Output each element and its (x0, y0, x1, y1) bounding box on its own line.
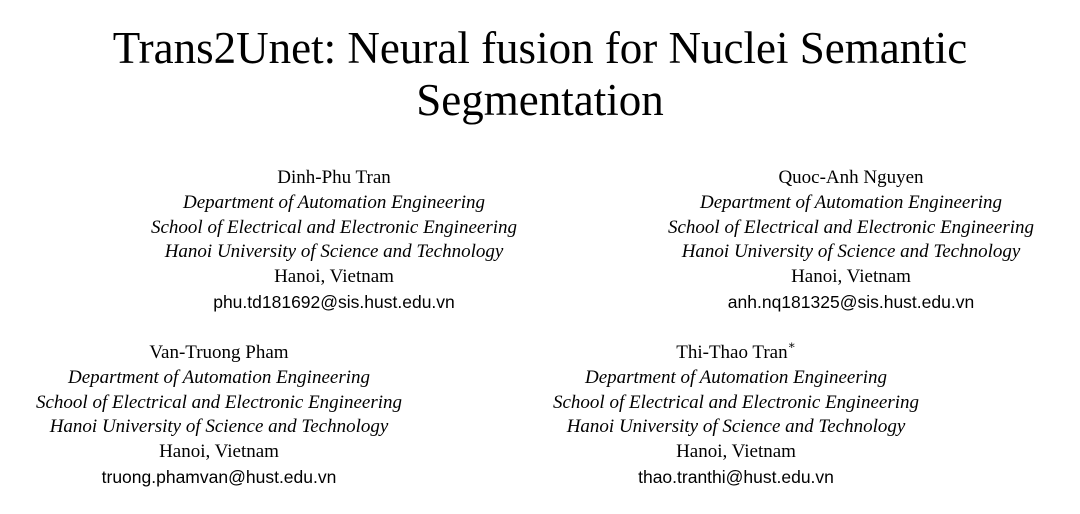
author-location: Hanoi, Vietnam (274, 266, 394, 288)
author-school: School of Electrical and Electronic Engineering (150, 216, 517, 238)
author-location: Hanoi, Vietnam (791, 266, 911, 288)
author-block-1 (94, 166, 574, 315)
paper-title-line-2: Segmentation (416, 75, 664, 125)
author-name: Thi-Thao Tran∗ (676, 337, 796, 363)
author-name: Quoc-Anh Nguyen (778, 167, 924, 188)
author-university: Hanoi University of Science and Technology (681, 241, 1021, 263)
paper-title-line-1: Trans2Unet: Neural fusion for Nuclei Semantic (112, 23, 968, 73)
author-email: thao.tranthi@hust.edu.vn (638, 466, 834, 487)
author-location: Hanoi, Vietnam (676, 441, 796, 463)
author-department: Department of Automation Engineering (182, 191, 486, 213)
corresponding-author-marker: ∗ (787, 337, 796, 352)
author-name: Van-Truong Pham (149, 342, 289, 363)
author-email: truong.phamvan@hust.edu.vn (101, 466, 337, 487)
author-block-4 (496, 337, 976, 490)
author-department: Department of Automation Engineering (699, 191, 1003, 213)
author-department: Department of Automation Engineering (67, 366, 371, 388)
author-email: anh.nq181325@sis.hust.edu.vn (727, 291, 975, 312)
author-location: Hanoi, Vietnam (159, 441, 279, 463)
author-block-3 (0, 341, 459, 490)
author-department: Department of Automation Engineering (584, 366, 888, 388)
author-school: School of Electrical and Electronic Engineering (667, 216, 1034, 238)
author-school: School of Electrical and Electronic Engineering (552, 391, 919, 413)
author-email: phu.td181692@sis.hust.edu.vn (213, 291, 455, 312)
author-name: Dinh-Phu Tran (277, 167, 391, 188)
author-university: Hanoi University of Science and Technology (566, 416, 906, 438)
author-school: School of Electrical and Electronic Engineering (35, 391, 402, 413)
author-university: Hanoi University of Science and Technology (49, 416, 389, 438)
author-university: Hanoi University of Science and Technology (164, 241, 504, 263)
author-block-2 (611, 166, 1080, 315)
paper-title (0, 22, 1080, 126)
